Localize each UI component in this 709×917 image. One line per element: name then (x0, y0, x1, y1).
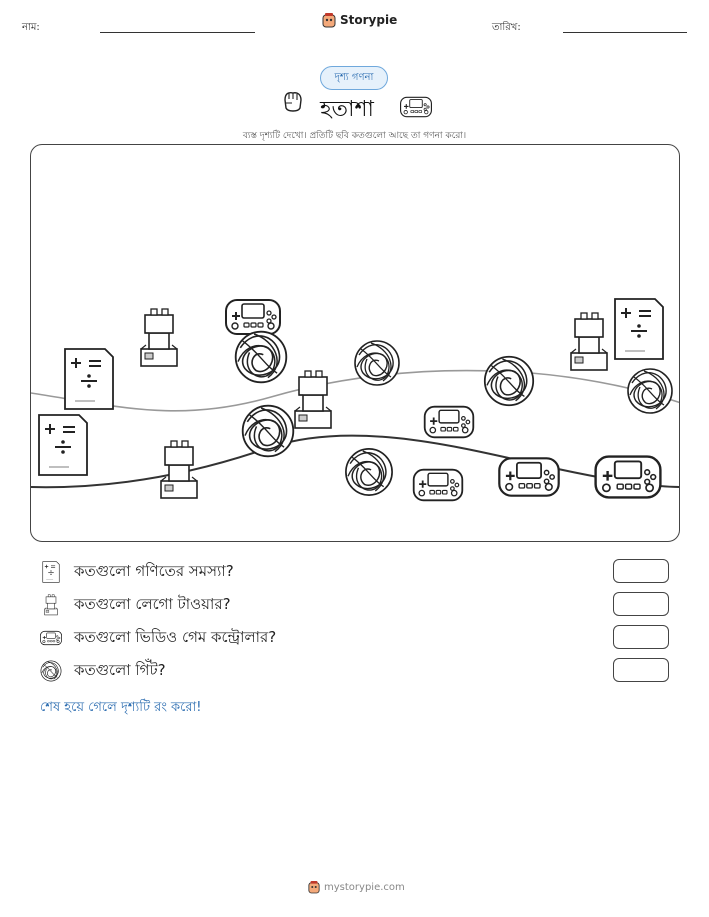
tangle-item (243, 406, 294, 457)
answer-box-lego[interactable] (613, 592, 669, 616)
question-row-controller (40, 624, 276, 652)
lego-tower-item (141, 309, 177, 366)
mascot-icon (308, 880, 320, 894)
tangle-icon (40, 660, 62, 682)
game-controller-icon (40, 627, 62, 649)
hill-line-back (31, 371, 680, 411)
question-row-tangle (40, 657, 166, 685)
math-problem-icon (40, 561, 62, 583)
game-controller-icon (400, 96, 432, 118)
answer-box-tangle[interactable] (613, 658, 669, 682)
question-text: কতগুলো ভিডিও গেম কন্ট্রোলার? (74, 627, 277, 646)
lego-tower-item (295, 371, 331, 428)
game-controller-item (596, 457, 661, 498)
tangle-item (628, 369, 672, 413)
lego-tower-icon (40, 594, 62, 616)
lego-tower-item (571, 313, 607, 370)
question-text: কতগুলো লেগো টাওয়ার? (74, 594, 231, 613)
footer-url: mystorypie.com (324, 881, 405, 893)
name-line[interactable] (100, 32, 255, 33)
mascot-icon (322, 12, 336, 28)
scene-drawing (31, 145, 680, 542)
page-title: হতাশা (320, 97, 374, 122)
math-problem-item (65, 349, 113, 409)
game-controller-item (499, 458, 558, 495)
question-row-math (40, 558, 234, 586)
brand-logo (322, 12, 397, 28)
brand-name: Storypie (340, 13, 398, 27)
name-label: নাম: (22, 22, 40, 33)
date-line[interactable] (563, 32, 687, 33)
fist-icon (282, 90, 304, 114)
game-controller-item (414, 470, 463, 501)
game-controller-item (425, 407, 474, 438)
math-problem-item (615, 299, 663, 359)
tangle-item (236, 332, 287, 383)
answer-box-math[interactable] (613, 559, 669, 583)
tangle-item (346, 449, 392, 495)
math-problem-item (39, 415, 87, 475)
question-text: কতগুলো গণিতের সমস্যা? (74, 561, 234, 580)
counting-scene (30, 144, 680, 542)
finish-note: শেষ হয়ে গেলে দৃশ্যটি রং করো! (40, 700, 202, 715)
instructions: ব্যস্ত দৃশ্যটি দেখো। প্রতিটি ছবি কতগুলো আছে তা গণনা করো। (242, 131, 467, 141)
question-row-lego (40, 591, 231, 619)
tangle-item (485, 357, 533, 405)
answer-box-controller[interactable] (613, 625, 669, 649)
question-text: কতগুলো গিঁট? (74, 660, 166, 679)
tangle-item (355, 341, 399, 385)
date-label: তারিখ: (492, 22, 521, 33)
game-controller-item (226, 300, 280, 334)
footer (308, 880, 405, 894)
activity-type-badge: দৃশ্য গণনা (320, 66, 388, 90)
